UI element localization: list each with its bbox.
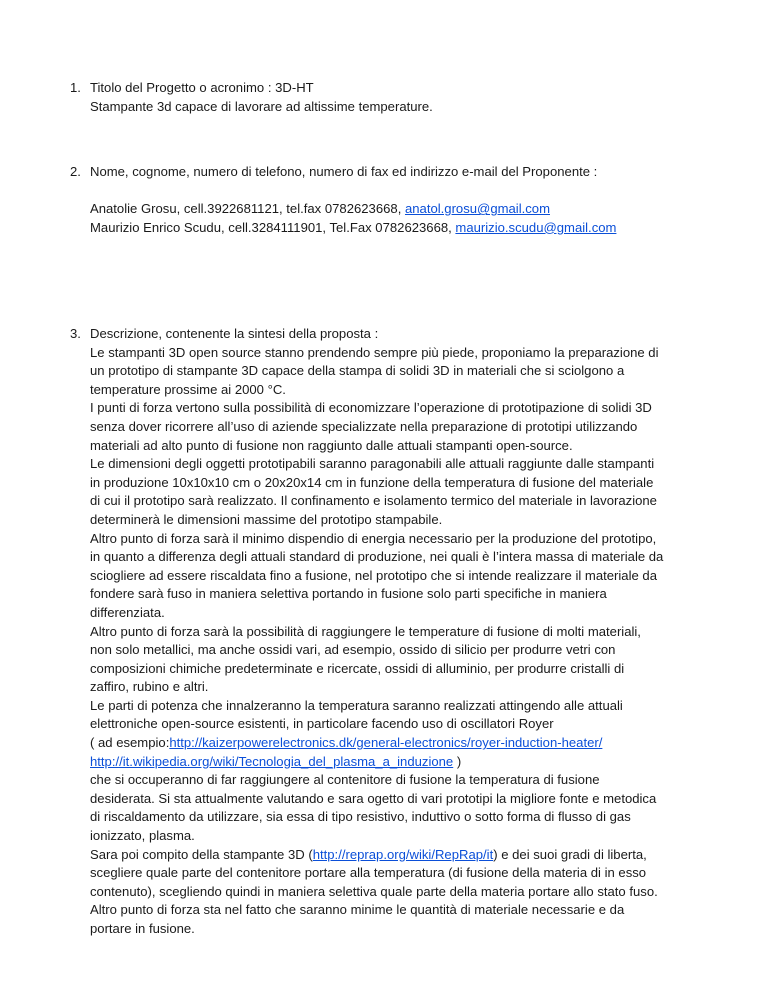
- paragraph-line: in quanto a differenza degli attuali standard di produzione, nei quali è l’intera massa di materiale da: [90, 549, 664, 565]
- paragraph-line: elettroniche open-source esistenti, in particolare facendo uso di oscillatori Royer: [90, 716, 554, 732]
- contact-text: Anatolie Grosu, cell.3922681121, tel.fax 0782623668,: [90, 201, 405, 217]
- paragraph-line: non solo metallici, ma anche ossidi vari, ad esempio, ossido di silicio per produrre vetri con: [90, 642, 616, 658]
- paragraph-line: un prototipo di stampante 3D capace della stampa di solidi 3D in materiali che si sciolgono a: [90, 363, 625, 379]
- paragraph-line: che si occuperanno di far raggiungere al contenitore di fusione la temperatura di fusione: [90, 772, 600, 788]
- paragraph-line: differenziata.: [90, 604, 165, 620]
- paragraph-line: Le parti di potenza che innalzeranno la temperatura saranno realizzati attingendo alle attuali: [90, 697, 623, 713]
- list-number: 2.: [70, 164, 81, 179]
- section-label: Nome, cognome, numero di telefono, numero di fax ed indirizzo e-mail del Proponente :: [90, 164, 598, 179]
- description-body: [90, 344, 710, 939]
- list-number: 3.: [70, 326, 81, 341]
- email-link[interactable]: maurizio.scudu@gmail.com: [455, 219, 617, 235]
- section-label: Titolo del Progetto o acronimo : 3D-HT: [90, 80, 314, 95]
- paragraph-line: Altro punto di forza sarà la possibilità di raggiungere le temperature di fusione di molti materiali,: [90, 623, 641, 639]
- reprap-suffix: ) e dei suoi gradi di liberta,: [493, 846, 647, 862]
- paragraph-line: contenuto), scegliendo quindi in maniera selettiva quale parte della materia portare allo stato fuso.: [90, 883, 658, 899]
- email-link[interactable]: anatol.grosu@gmail.com: [404, 201, 550, 217]
- contact-list: [90, 200, 710, 237]
- contact-line: [90, 219, 710, 238]
- paragraph-line: in produzione 10x10x10 cm o 20x20x14 cm in funzione della temperatura di fusione del materiale: [90, 474, 654, 490]
- paragraph-line: composizioni chimiche predeterminate e ricercate, ossidi di alluminio, per produrre cristalli di: [90, 660, 625, 676]
- paragraph-line: Altro punto di forza sta nel fatto che saranno minime le quantità di materiale necessarie e da: [90, 902, 625, 918]
- example-line: [90, 734, 710, 753]
- paragraph-line: senza dover ricorrere all’uso di aziende specializzate nella preparazione di prototipi utilizzando: [90, 418, 638, 434]
- reprap-link[interactable]: http://reprap.org/wiki/RepRap/it: [312, 846, 494, 862]
- reprap-prefix: Sara poi compito della stampante 3D (: [90, 846, 313, 862]
- section-description: [70, 325, 710, 939]
- section-label: Descrizione, contenente la sintesi della proposta :: [90, 326, 379, 341]
- example-suffix: ): [453, 753, 462, 769]
- contact-line: [90, 200, 710, 219]
- paragraph-line: portare in fusione.: [90, 921, 195, 936]
- contact-text: Maurizio Enrico Scudu, cell.3284111901, Tel.Fax 0782623668,: [90, 219, 456, 235]
- paragraph-line: materiali ad alto punto di fusione non raggiunto dalle attuali stampanti open-source.: [90, 437, 573, 453]
- section-title: [70, 79, 710, 116]
- paragraph-line: determinerà le dimensioni massime del prototipo stampabile.: [90, 511, 443, 527]
- paragraph-line: sciogliere ad essere riscaldata fino a fusione, nel prototipo che si intende realizzare il materiale da: [90, 567, 657, 583]
- wikipedia-link[interactable]: http://it.wikipedia.org/wiki/Tecnologia_del_plasma_a_induzione: [90, 753, 454, 769]
- paragraph-line: I punti di forza vertono sulla possibilità di economizzare l’operazione di prototipazione di solidi 3D: [90, 400, 652, 416]
- paragraph-line: temperature prossime ai 2000 °C.: [90, 381, 286, 397]
- list-number: 1.: [70, 80, 81, 95]
- project-subtitle: Stampante 3d capace di lavorare ad altissime temperature.: [90, 98, 433, 114]
- paragraph-line: fondere sarà fuso in maniera selettiva portando in fusione solo parti specifiche in maniera: [90, 586, 607, 602]
- example-line: [90, 753, 710, 772]
- royer-link[interactable]: http://kaizerpowerelectronics.dk/general-electronics/royer-induction-heater/: [169, 735, 603, 751]
- paragraph-line: ionizzato, plasma.: [90, 828, 195, 844]
- paragraph-line: desiderata. Si sta attualmente valutando e sara ogetto di vari prototipi la migliore fonte e metodica: [90, 790, 657, 806]
- paragraph-line: scegliere quale parte del contenitore portare alla temperatura (di fusione della materia di in esso: [90, 865, 647, 881]
- paragraph-line: zaffiro, rubino e altri.: [90, 679, 209, 695]
- reprap-line: [90, 846, 710, 865]
- example-prefix: ( ad esempio:: [90, 735, 170, 751]
- paragraph-line: Le stampanti 3D open source stanno prendendo sempre più piede, proponiamo la preparazione di: [90, 344, 659, 360]
- paragraph-line: Le dimensioni degli oggetti prototipabili saranno paragonabili alle attuali raggiunte dalle stampanti: [90, 456, 655, 472]
- section-proponent: [70, 163, 710, 237]
- paragraph-line: Altro punto di forza sarà il minimo dispendio di energia necessario per la produzione del prototipo,: [90, 530, 657, 546]
- paragraph-line: di cui il prototipo sarà realizzato. Il confinamento e isolamento termico del materiale in lavorazione: [90, 493, 657, 509]
- paragraph-line: di riscaldamento da utilizzare, sia essa di tipo resistivo, induttivo o sotto forma di flusso di gas: [90, 809, 631, 825]
